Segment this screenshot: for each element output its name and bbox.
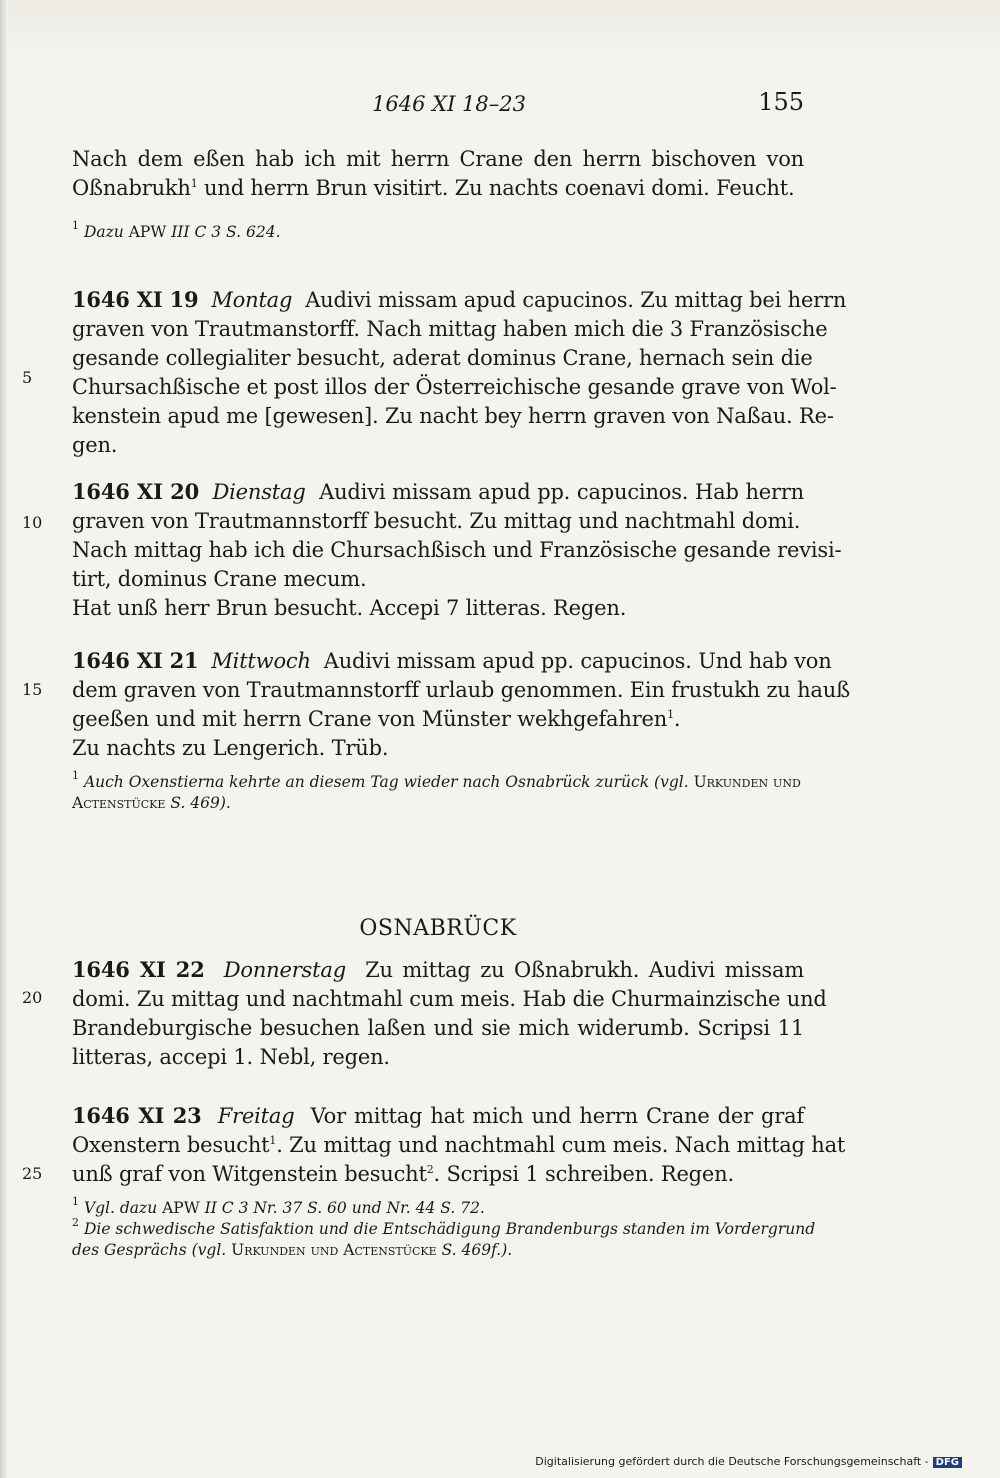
entry-date: 1646 XI 20 — [72, 479, 199, 504]
entry-date: 1646 XI 23 — [72, 1103, 202, 1128]
footnote-mark: 2 — [426, 1163, 434, 1176]
entry-xi19 — [72, 285, 847, 460]
entry-date: 1646 XI 19 — [72, 287, 199, 312]
footnote-line: $^1$ Dazu APW III C 3 S. 624. — [72, 219, 281, 241]
text-line: graven von Trautmannstorff besucht. Zu mittag und nachtmahl domi. — [72, 509, 801, 533]
page-number: 155 — [758, 88, 804, 116]
entry-weekday: Montag — [211, 288, 293, 312]
section-heading: OSNABRÜCK — [359, 916, 517, 941]
entry-xi22 — [72, 955, 827, 1072]
text-line: dem graven von Trautmannstorff urlaub genommen. Ein frustukh zu hauß — [72, 678, 850, 702]
line-number: 20 — [22, 988, 43, 1007]
entry-date: 1646 XI 22 — [72, 957, 205, 982]
text-line: 1646 XI 20 Dienstag Audivi missam apud pp. capucinos. Hab herrn — [72, 479, 805, 504]
text-line: domi. Zu mittag und nachtmahl cum meis. Hab die Churmainzische und — [72, 987, 827, 1011]
text-line: unß graf von Witgenstein besucht$^2$. Scripsi 1 schreiben. Regen. — [72, 1162, 734, 1186]
footnotes-xi23 — [72, 1195, 816, 1261]
entry-weekday: Donnerstag — [223, 958, 346, 982]
text-line: 1646 XI 22 Donnerstag Zu mittag zu Oßnabrukh. Audivi missam — [72, 957, 805, 982]
text-line: Oxenstern besucht$^1$. Zu mittag und nachtmahl cum meis. Nach mittag hat — [72, 1133, 846, 1157]
page-header — [72, 88, 804, 118]
text-line: 1646 XI 23 Freitag Vor mittag hat mich und herrn Crane der graf — [72, 1103, 804, 1128]
entry-weekday: Mittwoch — [211, 649, 311, 673]
entry-weekday: Dienstag — [212, 480, 306, 504]
footnote-line: des Gesprächs (vgl. Urkunden und Actenstücke S. 469f.). — [72, 1241, 513, 1259]
text-line: graven von Trautmanstorff. Nach mittag haben mich die 3 Französische — [72, 317, 828, 341]
scan-shadow-left — [0, 0, 8, 1478]
text-line: Nach mittag hab ich die Chursachßisch und Französische gesande revisi- — [72, 538, 842, 562]
text-line: 1646 XI 21 Mittwoch Audivi missam apud pp. capucinos. Und hab von — [72, 648, 832, 673]
line-number: 15 — [22, 680, 43, 699]
text-line: Oßnabrukh$^1$ und herrn Brun visitirt. Zu nachts coenavi domi. Feucht. — [72, 176, 795, 200]
credit-text: Digitalisierung gefördert durch die Deutsche Forschungsgemeinschaft - — [535, 1455, 929, 1468]
digitization-credit — [535, 1455, 962, 1468]
footnote-line: $^1$ Auch Oxenstierna kehrte an diesem Tag wieder nach Osnabrück zurück (vgl. Urkunden und — [72, 769, 801, 791]
footnote-mark: 1 — [190, 177, 198, 190]
entry-xi23 — [72, 1101, 846, 1189]
text-line: Chursachßische et post illos der Österreichische gesande grave von Wol- — [72, 375, 837, 399]
footnote-line: $^1$ Vgl. dazu APW II C 3 Nr. 37 S. 60 und Nr. 44 S. 72. — [72, 1195, 485, 1217]
scan-shadow-top — [0, 0, 1000, 60]
text-line: kenstein apud me [gewesen]. Zu nacht bey herrn graven von Naßau. Re- — [72, 404, 834, 428]
text-line: gen. — [72, 433, 118, 457]
entry-xi21 — [72, 646, 850, 763]
dfg-logo: DFG — [933, 1457, 962, 1468]
text-line: Nach dem eßen hab ich mit herrn Crane den herrn bischoven von — [72, 147, 804, 171]
footnote-xi18 — [72, 219, 804, 243]
entry-xi20 — [72, 477, 842, 623]
entry-weekday: Freitag — [217, 1104, 295, 1128]
line-number: 5 — [22, 368, 33, 387]
text-line: Brandeburgische besuchen laßen und sie mich widerumb. Scripsi 11 — [72, 1016, 804, 1040]
text-line: Zu nachts zu Lengerich. Trüb. — [72, 736, 389, 760]
text-line: geeßen und mit herrn Crane von Münster wekhgefahren$^1$. — [72, 707, 681, 731]
text-line: gesande collegialiter besucht, aderat dominus Crane, hernach sein die — [72, 346, 813, 370]
footnote-mark: 1 — [667, 708, 674, 721]
line-number: 25 — [22, 1164, 43, 1183]
text-line: litteras, accepi 1. Nebl, regen. — [72, 1045, 390, 1069]
text-line: 1646 XI 19 Montag Audivi missam apud capucinos. Zu mittag bei herrn — [72, 287, 847, 312]
footnote-mark: 1 — [269, 1134, 277, 1147]
line-number: 10 — [22, 513, 43, 532]
running-head: 1646 XI 18–23 — [372, 92, 526, 116]
text-line: tirt, dominus Crane mecum. — [72, 567, 367, 591]
footnote-xi21 — [72, 769, 804, 814]
entry-xi18-continued — [72, 145, 804, 203]
footnote-line: Actenstücke S. 469). — [72, 794, 231, 812]
text-line: Hat unß herr Brun besucht. Accepi 7 litteras. Regen. — [72, 596, 627, 620]
footnote-line: $^2$ Die schwedische Satisfaktion und die Entschädigung Brandenburgs standen im Vordergrund — [72, 1216, 816, 1238]
entry-date: 1646 XI 21 — [72, 648, 199, 673]
